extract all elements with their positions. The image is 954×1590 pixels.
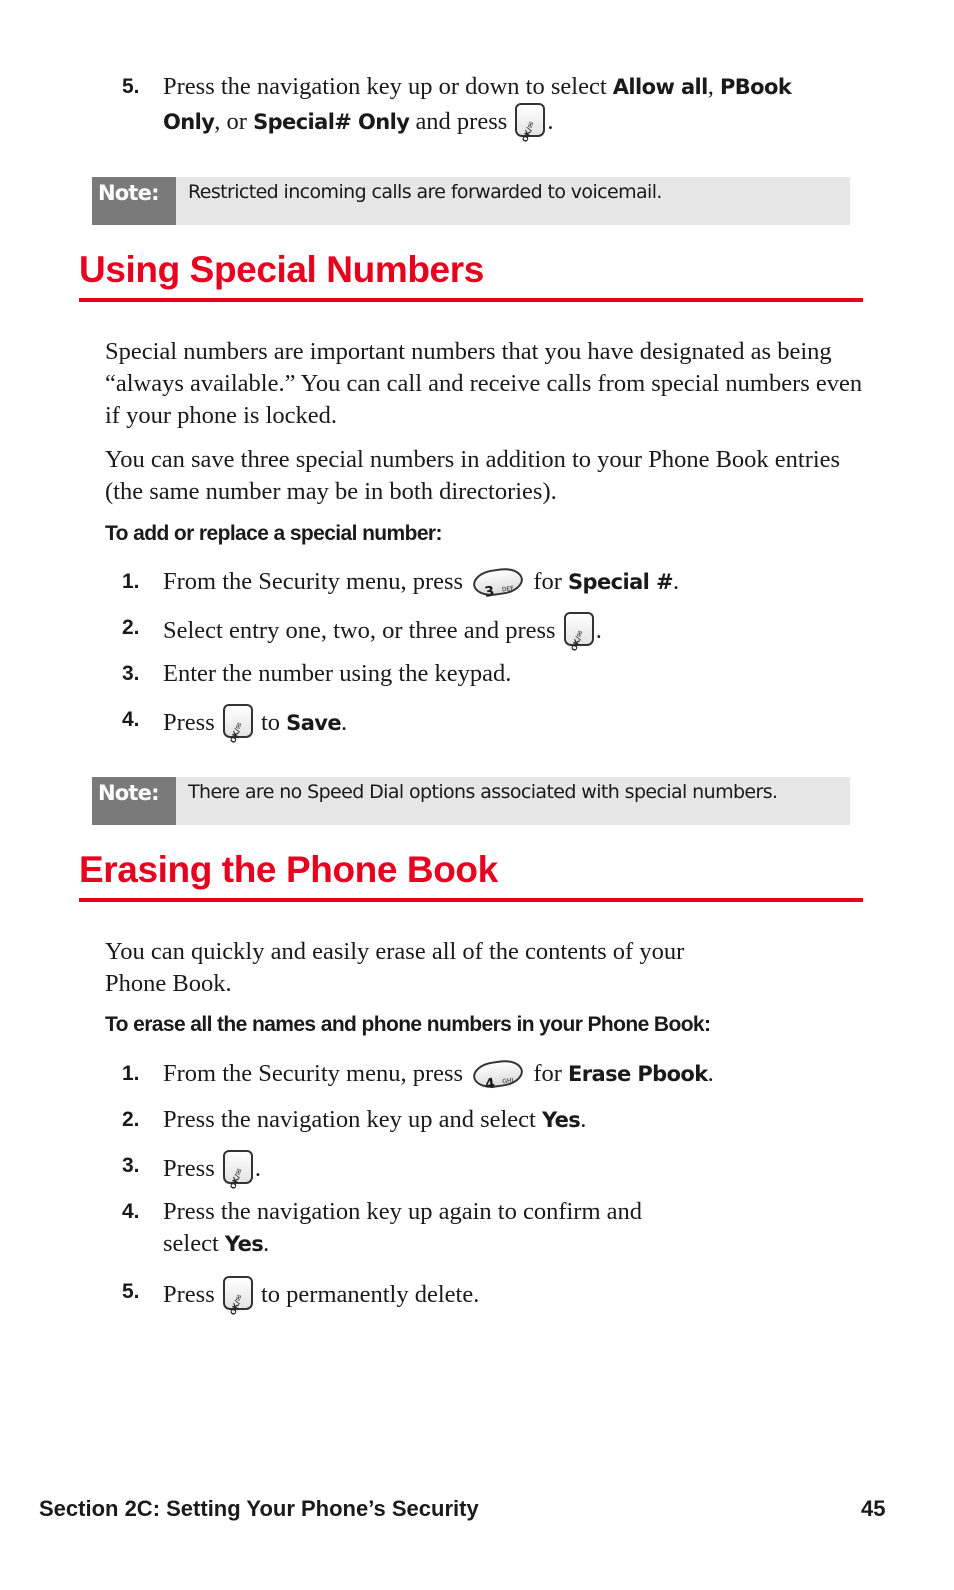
- option-allow-all: Allow all: [612, 75, 708, 99]
- list-item: [122, 1104, 872, 1136]
- period: .: [254, 1155, 261, 1182]
- paragraph-line: Phone Book.: [105, 970, 232, 997]
- list-item: [122, 612, 872, 647]
- subheading: To add or replace a special number:: [105, 522, 442, 545]
- step-text: to: [254, 709, 287, 736]
- ok-envelope-key-icon: [564, 612, 594, 646]
- separator: ,: [707, 73, 720, 100]
- step-text: Press the navigation key up again to confirm and: [163, 1198, 642, 1225]
- period: .: [341, 709, 348, 736]
- step-text: select: [163, 1230, 225, 1257]
- list-item: [122, 658, 872, 690]
- paragraph: Special numbers are important numbers that you have designated as being “always available.” You can call and receive calls from special numbers even if your phone is locked.: [105, 338, 863, 429]
- section-title: Using Special Numbers: [79, 249, 484, 290]
- step-number: 5.: [122, 75, 140, 98]
- step-text: and press: [409, 108, 508, 135]
- paragraph: [105, 936, 865, 1000]
- step-text: From the Security menu, press: [163, 1060, 464, 1087]
- list-item: [122, 1150, 872, 1185]
- step-text: Press: [163, 1155, 215, 1182]
- subheading: To erase all the names and phone numbers in your Phone Book:: [105, 1013, 711, 1036]
- ok-envelope-key-icon: [223, 1276, 253, 1310]
- step-number: 1.: [122, 1062, 140, 1085]
- note-box: [92, 177, 850, 225]
- period: .: [595, 617, 602, 644]
- option-special-only: Special# Only: [253, 110, 410, 134]
- paragraph: You can save three special numbers in addition to your Phone Book entries (the same number may be in both directories).: [105, 446, 841, 505]
- menu-option: Special #: [568, 570, 673, 594]
- list-item: [122, 1196, 872, 1260]
- step-text: Press the navigation key up and select: [163, 1106, 542, 1133]
- key-letters: GHI: [502, 1076, 514, 1086]
- ok-envelope-key-icon: [223, 1150, 253, 1184]
- step-number: 5.: [122, 1280, 140, 1303]
- section-rule: [79, 298, 863, 302]
- ok-envelope-key-icon: [515, 103, 545, 137]
- footer-section-title: Section 2C: Setting Your Phone’s Security: [39, 1496, 479, 1521]
- step-text: Press: [163, 709, 215, 736]
- separator: , or: [214, 108, 254, 135]
- note-box: [92, 777, 850, 825]
- option-pbook: PBook: [719, 75, 792, 99]
- list-item: [122, 566, 872, 601]
- period: .: [263, 1230, 270, 1257]
- menu-option: Yes: [541, 1108, 581, 1132]
- section-title: Erasing the Phone Book: [79, 849, 498, 890]
- step-number: 1.: [122, 570, 140, 593]
- step-text: Select entry one, two, or three and press: [163, 617, 556, 644]
- note-label: Note:: [92, 177, 176, 225]
- menu-option: Erase Pbook: [568, 1062, 708, 1086]
- step-text: Press the navigation key up or down to select: [163, 73, 613, 100]
- period: .: [547, 108, 554, 135]
- step-text: for: [533, 1060, 569, 1087]
- key-letters: DEF: [501, 584, 515, 594]
- period: .: [580, 1106, 587, 1133]
- step-number: 2.: [122, 1108, 140, 1131]
- step-number: 2.: [122, 616, 140, 639]
- step-text: for: [533, 568, 569, 595]
- step-select-restriction: [122, 71, 872, 138]
- keypad-3-icon: [472, 566, 525, 599]
- option-pbook-only: Only: [163, 110, 215, 134]
- note-text: Restricted incoming calls are forwarded to voicemail.: [188, 181, 662, 203]
- paragraph-line: You can quickly and easily erase all of the contents of your: [105, 938, 685, 965]
- menu-option: Save: [286, 711, 341, 735]
- period: .: [672, 568, 680, 595]
- key-digit: 3: [483, 583, 496, 601]
- step-text: Press: [163, 1281, 215, 1308]
- step-text: Enter the number using the keypad.: [163, 660, 512, 687]
- period: .: [707, 1060, 714, 1087]
- section-rule: [79, 898, 863, 902]
- list-item: [122, 1276, 872, 1311]
- keypad-4-icon: [472, 1058, 525, 1091]
- step-text: to permanently delete.: [254, 1281, 480, 1308]
- menu-option: Yes: [224, 1232, 264, 1256]
- page-number: 45: [861, 1496, 886, 1521]
- step-text: From the Security menu, press: [163, 568, 464, 595]
- key-digit: 4: [484, 1075, 497, 1093]
- note-label: Note:: [92, 777, 176, 825]
- ok-envelope-key-icon: [223, 704, 253, 738]
- step-number: 3.: [122, 662, 140, 685]
- list-item: [122, 704, 872, 739]
- step-number: 3.: [122, 1154, 140, 1177]
- step-number: 4.: [122, 708, 140, 731]
- note-text: There are no Speed Dial options associated with special numbers.: [188, 781, 778, 803]
- list-item: [122, 1058, 872, 1093]
- step-number: 4.: [122, 1200, 140, 1223]
